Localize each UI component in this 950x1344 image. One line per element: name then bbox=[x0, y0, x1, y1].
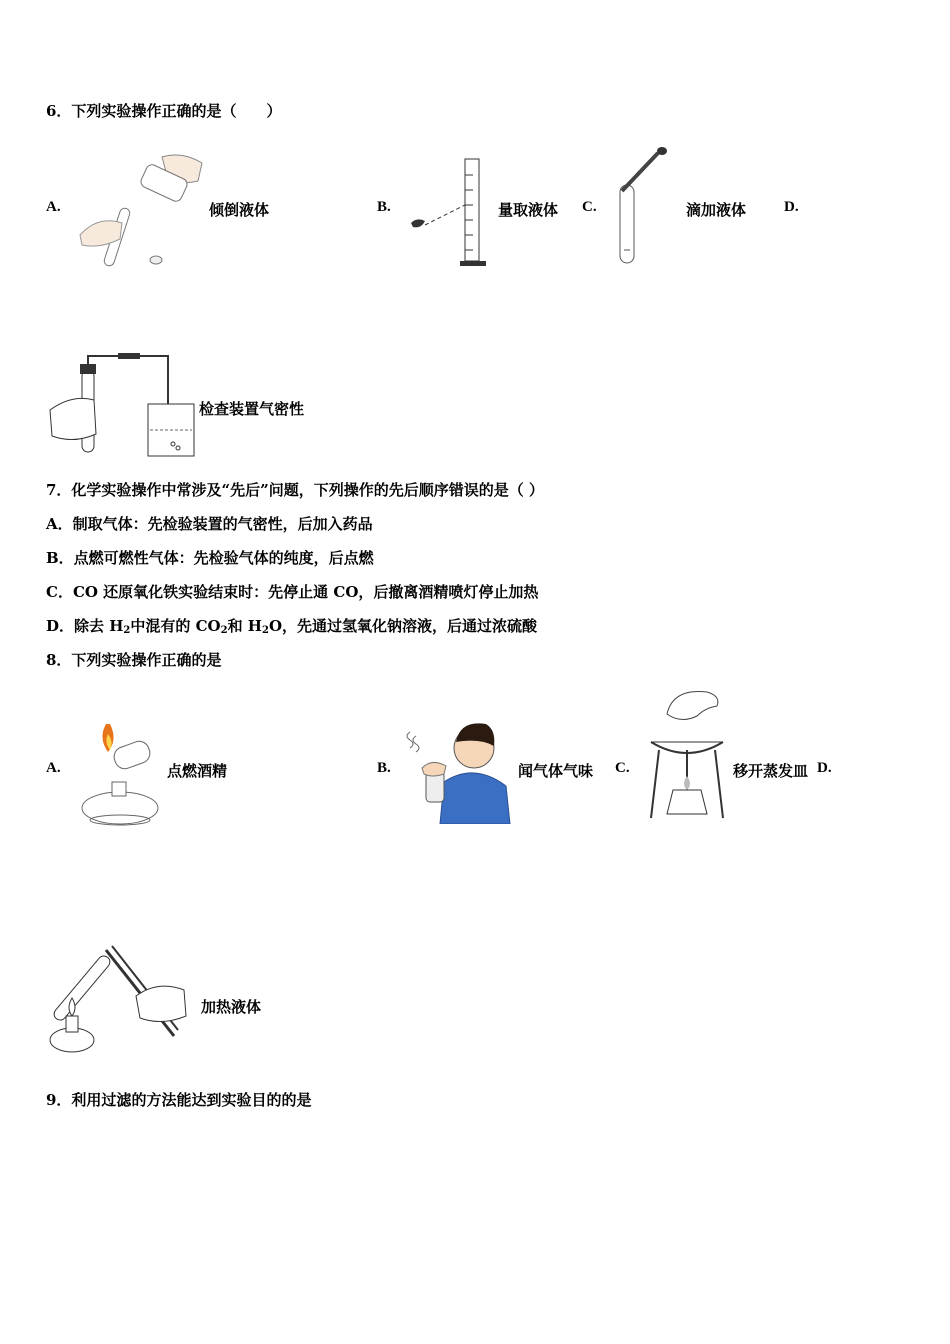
smelling-gas-figure bbox=[404, 712, 514, 824]
q8-option-b-label: 闻气体气味 bbox=[518, 762, 594, 780]
pour-liquid-figure bbox=[72, 145, 212, 275]
q8-option-a-letter: A. bbox=[46, 760, 61, 776]
evaporating-dish-figure bbox=[645, 684, 730, 824]
q8-option-d-letter: D. bbox=[817, 760, 832, 776]
measuring-cylinder-figure bbox=[405, 155, 500, 270]
q8-option-d-label: 加热液体 bbox=[201, 998, 262, 1016]
q7-stem: 7．化学实验操作中常涉及“先后”问题，下列操作的先后顺序错误的是（ ） bbox=[46, 481, 544, 499]
q8-stem: 8．下列实验操作正确的是 bbox=[46, 651, 222, 669]
q6-option-b-letter: B. bbox=[377, 199, 391, 215]
dropper-figure bbox=[610, 145, 675, 270]
heating-liquid-figure bbox=[46, 940, 196, 1058]
q6-option-c-label: 滴加液体 bbox=[686, 201, 747, 219]
q6-option-b-label: 量取液体 bbox=[498, 201, 559, 219]
q7-option-d: D．除去 $H_2$中混有的 $CO_2$和 $H_2O$，先通过氢氧化钠溶液，后通过浓硫酸 bbox=[46, 617, 538, 636]
q6-option-d-label: 检查装置气密性 bbox=[199, 400, 305, 418]
q6-stem: 6．下列实验操作正确的是（ ） bbox=[46, 102, 282, 120]
q8-option-c-label: 移开蒸发皿 bbox=[733, 762, 809, 780]
airtightness-check-figure bbox=[48, 348, 198, 460]
q8-option-a-label: 点燃酒精 bbox=[167, 762, 228, 780]
q7-option-c: C．CO 还原氧化铁实验结束时：先停止通 CO，后撤离酒精喷灯停止加热 bbox=[46, 583, 539, 601]
q8-option-c-letter: C. bbox=[615, 760, 630, 776]
q7-option-b: B．点燃可燃性气体：先检验气体的纯度，后点燃 bbox=[46, 549, 374, 567]
q6-option-c-letter: C. bbox=[582, 199, 597, 215]
q6-option-d-letter: D. bbox=[784, 199, 799, 215]
lighting-alcohol-lamp-figure bbox=[72, 720, 168, 828]
q6-option-a-label: 倾倒液体 bbox=[209, 201, 270, 219]
q7-option-a: A．制取气体：先检验装置的气密性，后加入药品 bbox=[46, 515, 373, 533]
q8-option-b-letter: B. bbox=[377, 760, 391, 776]
q6-option-a-letter: A. bbox=[46, 199, 61, 215]
q9-stem: 9．利用过滤的方法能达到实验目的的是 bbox=[46, 1091, 312, 1109]
